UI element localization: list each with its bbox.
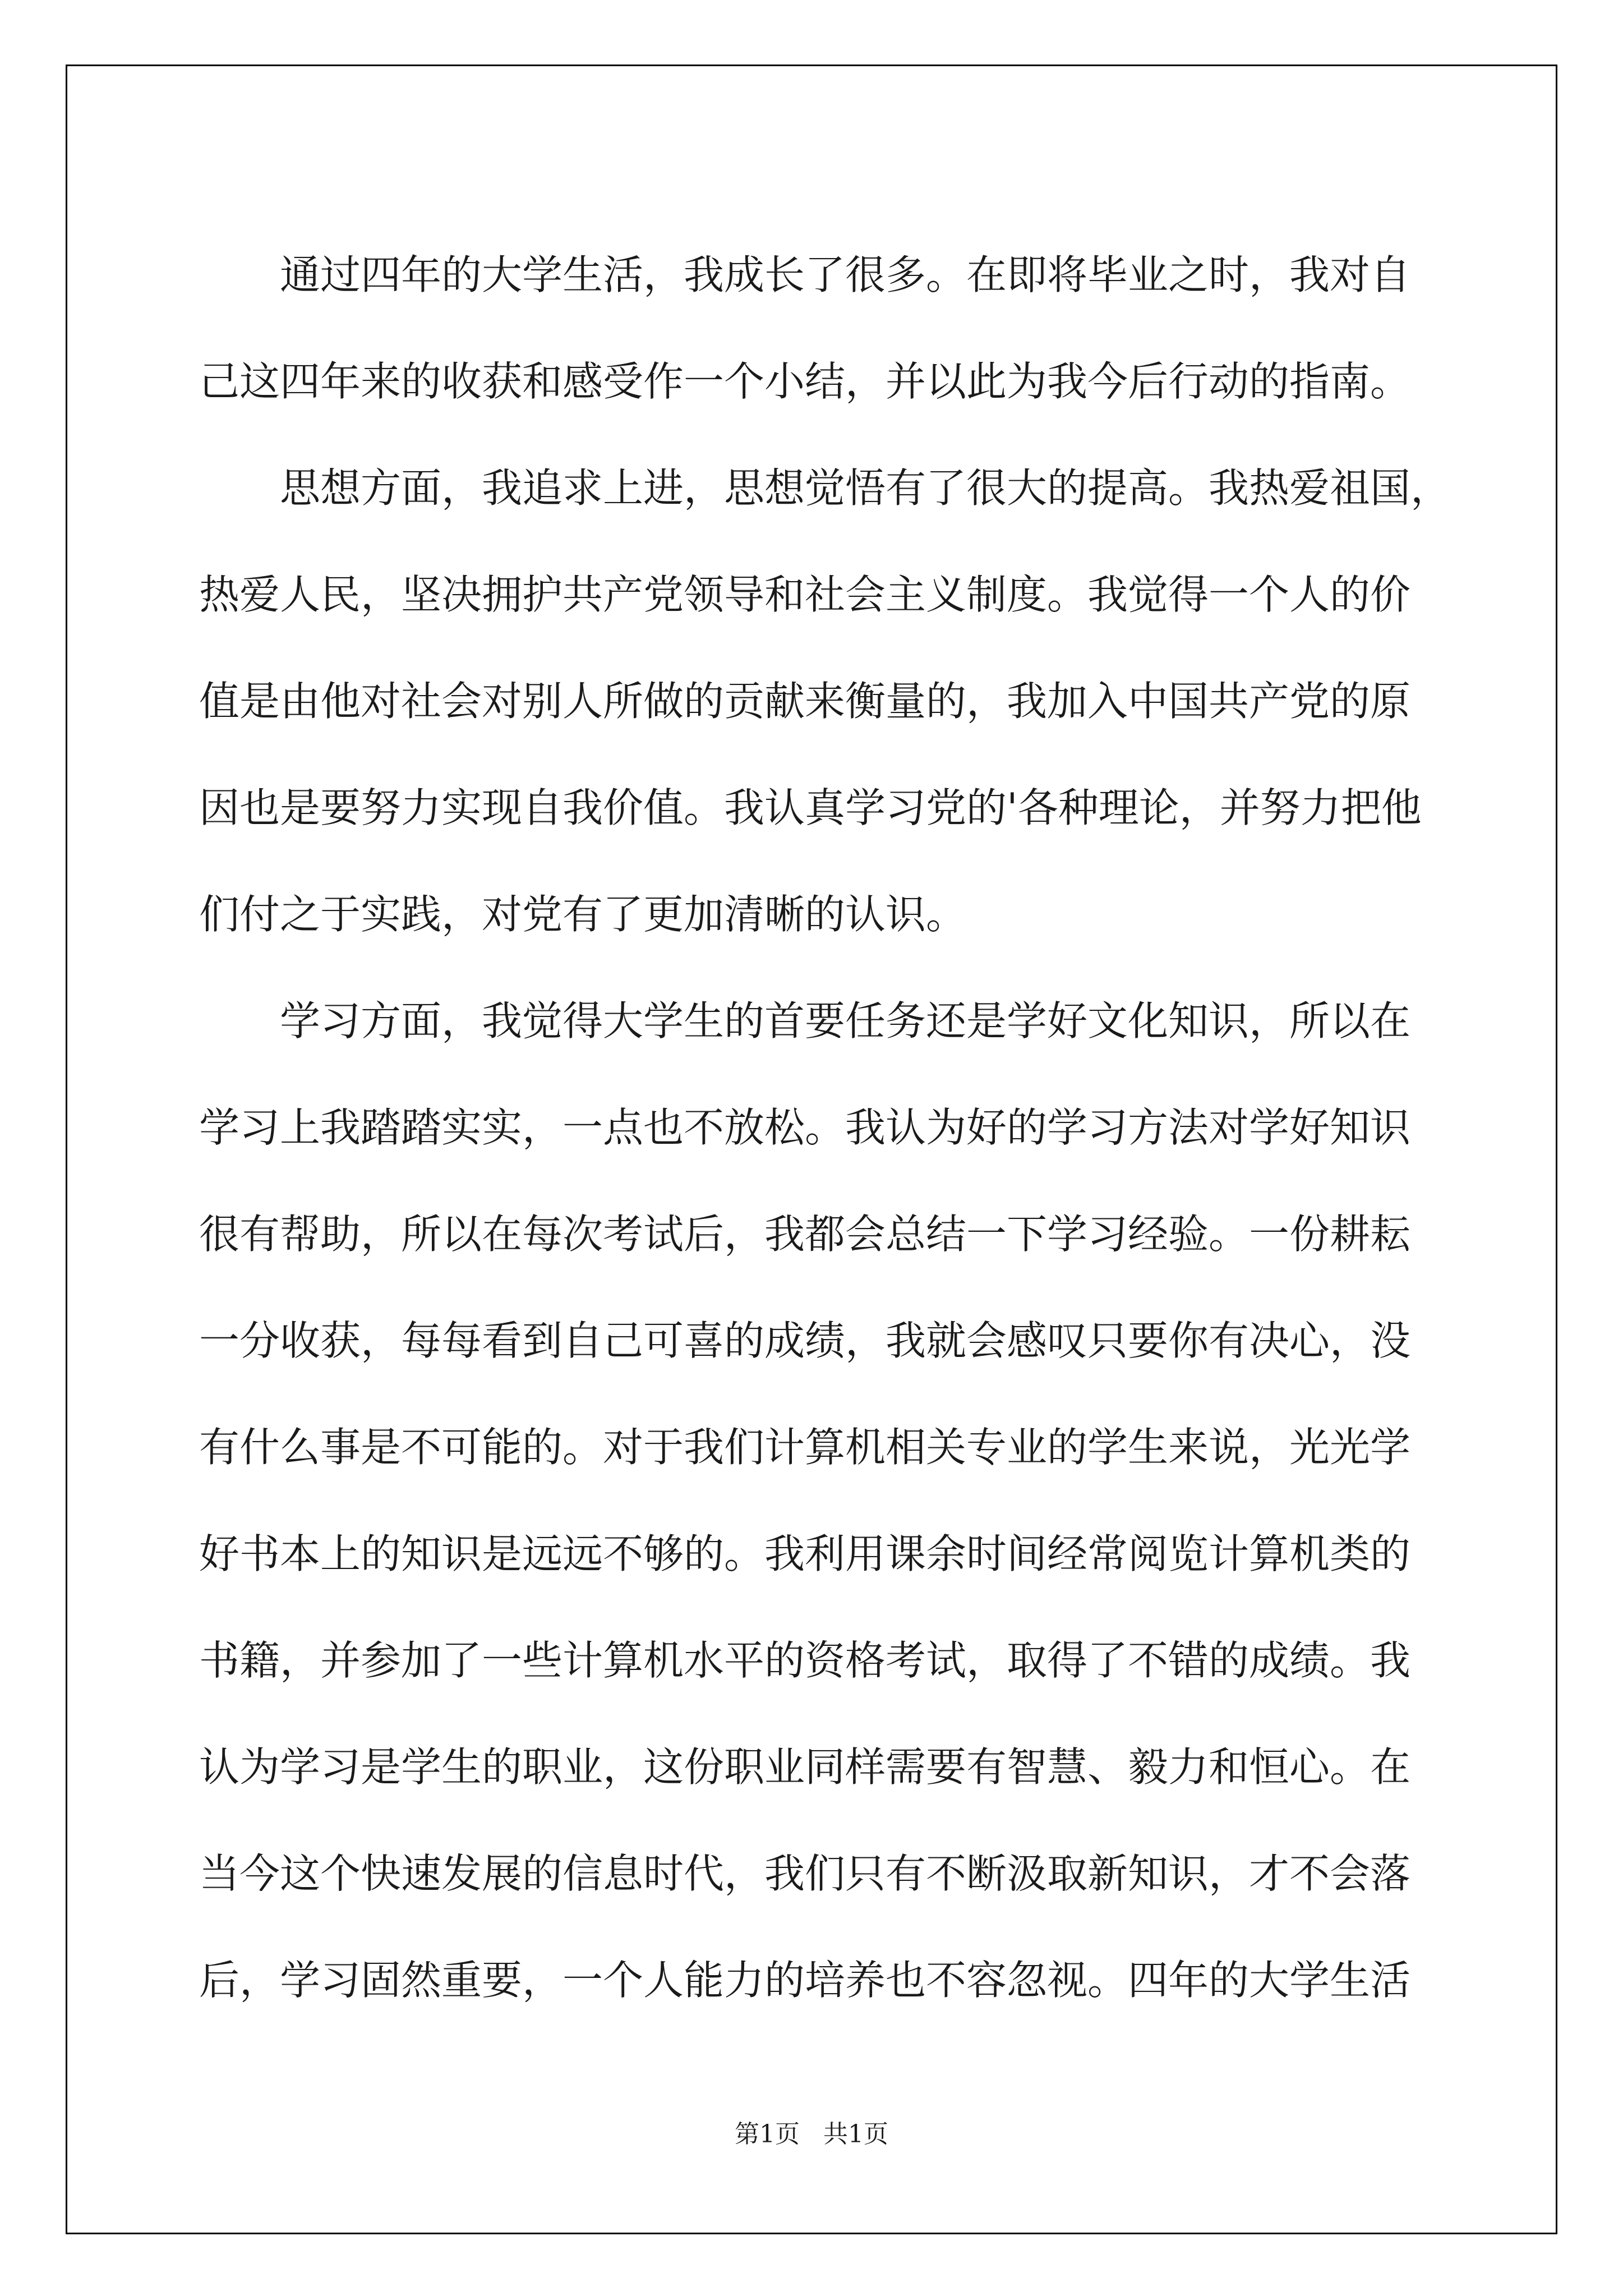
text-line-1: 通过四年的大学生活，我成长了很多。在即将毕业之时，我对自 [199,251,1411,298]
text-line-9: 学习上我踏踏实实，一点也不放松。我认为好的学习方法对学好知识 [199,1104,1411,1151]
document-body [199,222,1451,2033]
text-line-14: 书籍，并参加了一些计算机水平的资格考试，取得了不错的成绩。我 [199,1637,1411,1684]
text-line-2: 己这四年来的收获和感受作一个小结，并以此为我今后行动的指南。 [199,358,1411,405]
text-line-4: 热爱人民，坚决拥护共产党领导和社会主义制度。我觉得一个人的价 [199,571,1411,618]
text-line-13: 好书本上的知识是远远不够的。我利用课余时间经常阅览计算机类的 [199,1530,1411,1577]
page-number-footer: 第1页 共1页 [735,2120,888,2148]
text-line-10: 很有帮助，所以在每次考试后，我都会总结一下学习经验。一份耕耘 [199,1211,1411,1258]
text-line-16: 当今这个快速发展的信息时代，我们只有不断汲取新知识，才不会落 [199,1850,1411,1897]
text-line-5: 值是由他对社会对别人所做的贡献来衡量的，我加入中国共产党的原 [199,678,1411,725]
text-line-12: 有什么事是不可能的。对于我们计算机相关专业的学生来说，光光学 [199,1424,1411,1471]
text-line-7: 们付之于实践，对党有了更加清晰的认识。 [199,891,967,938]
text-line-6: 因也是要努力实现自我价值。我认真学习党的'各种理论，并努力把他 [199,784,1422,831]
text-line-3: 思想方面，我追求上进，思想觉悟有了很大的提高。我热爱祖国， [199,464,1451,512]
text-line-17: 后，学习固然重要，一个人能力的培养也不容忽视。四年的大学生活 [199,1957,1411,2004]
text-line-11: 一分收获，每每看到自己可喜的成绩，我就会感叹只要你有决心，没 [199,1317,1411,1364]
text-line-8: 学习方面，我觉得大学生的首要任务还是学好文化知识，所以在 [199,997,1411,1045]
text-line-15: 认为学习是学生的职业，这份职业同样需要有智慧、毅力和恒心。在 [199,1743,1411,1791]
